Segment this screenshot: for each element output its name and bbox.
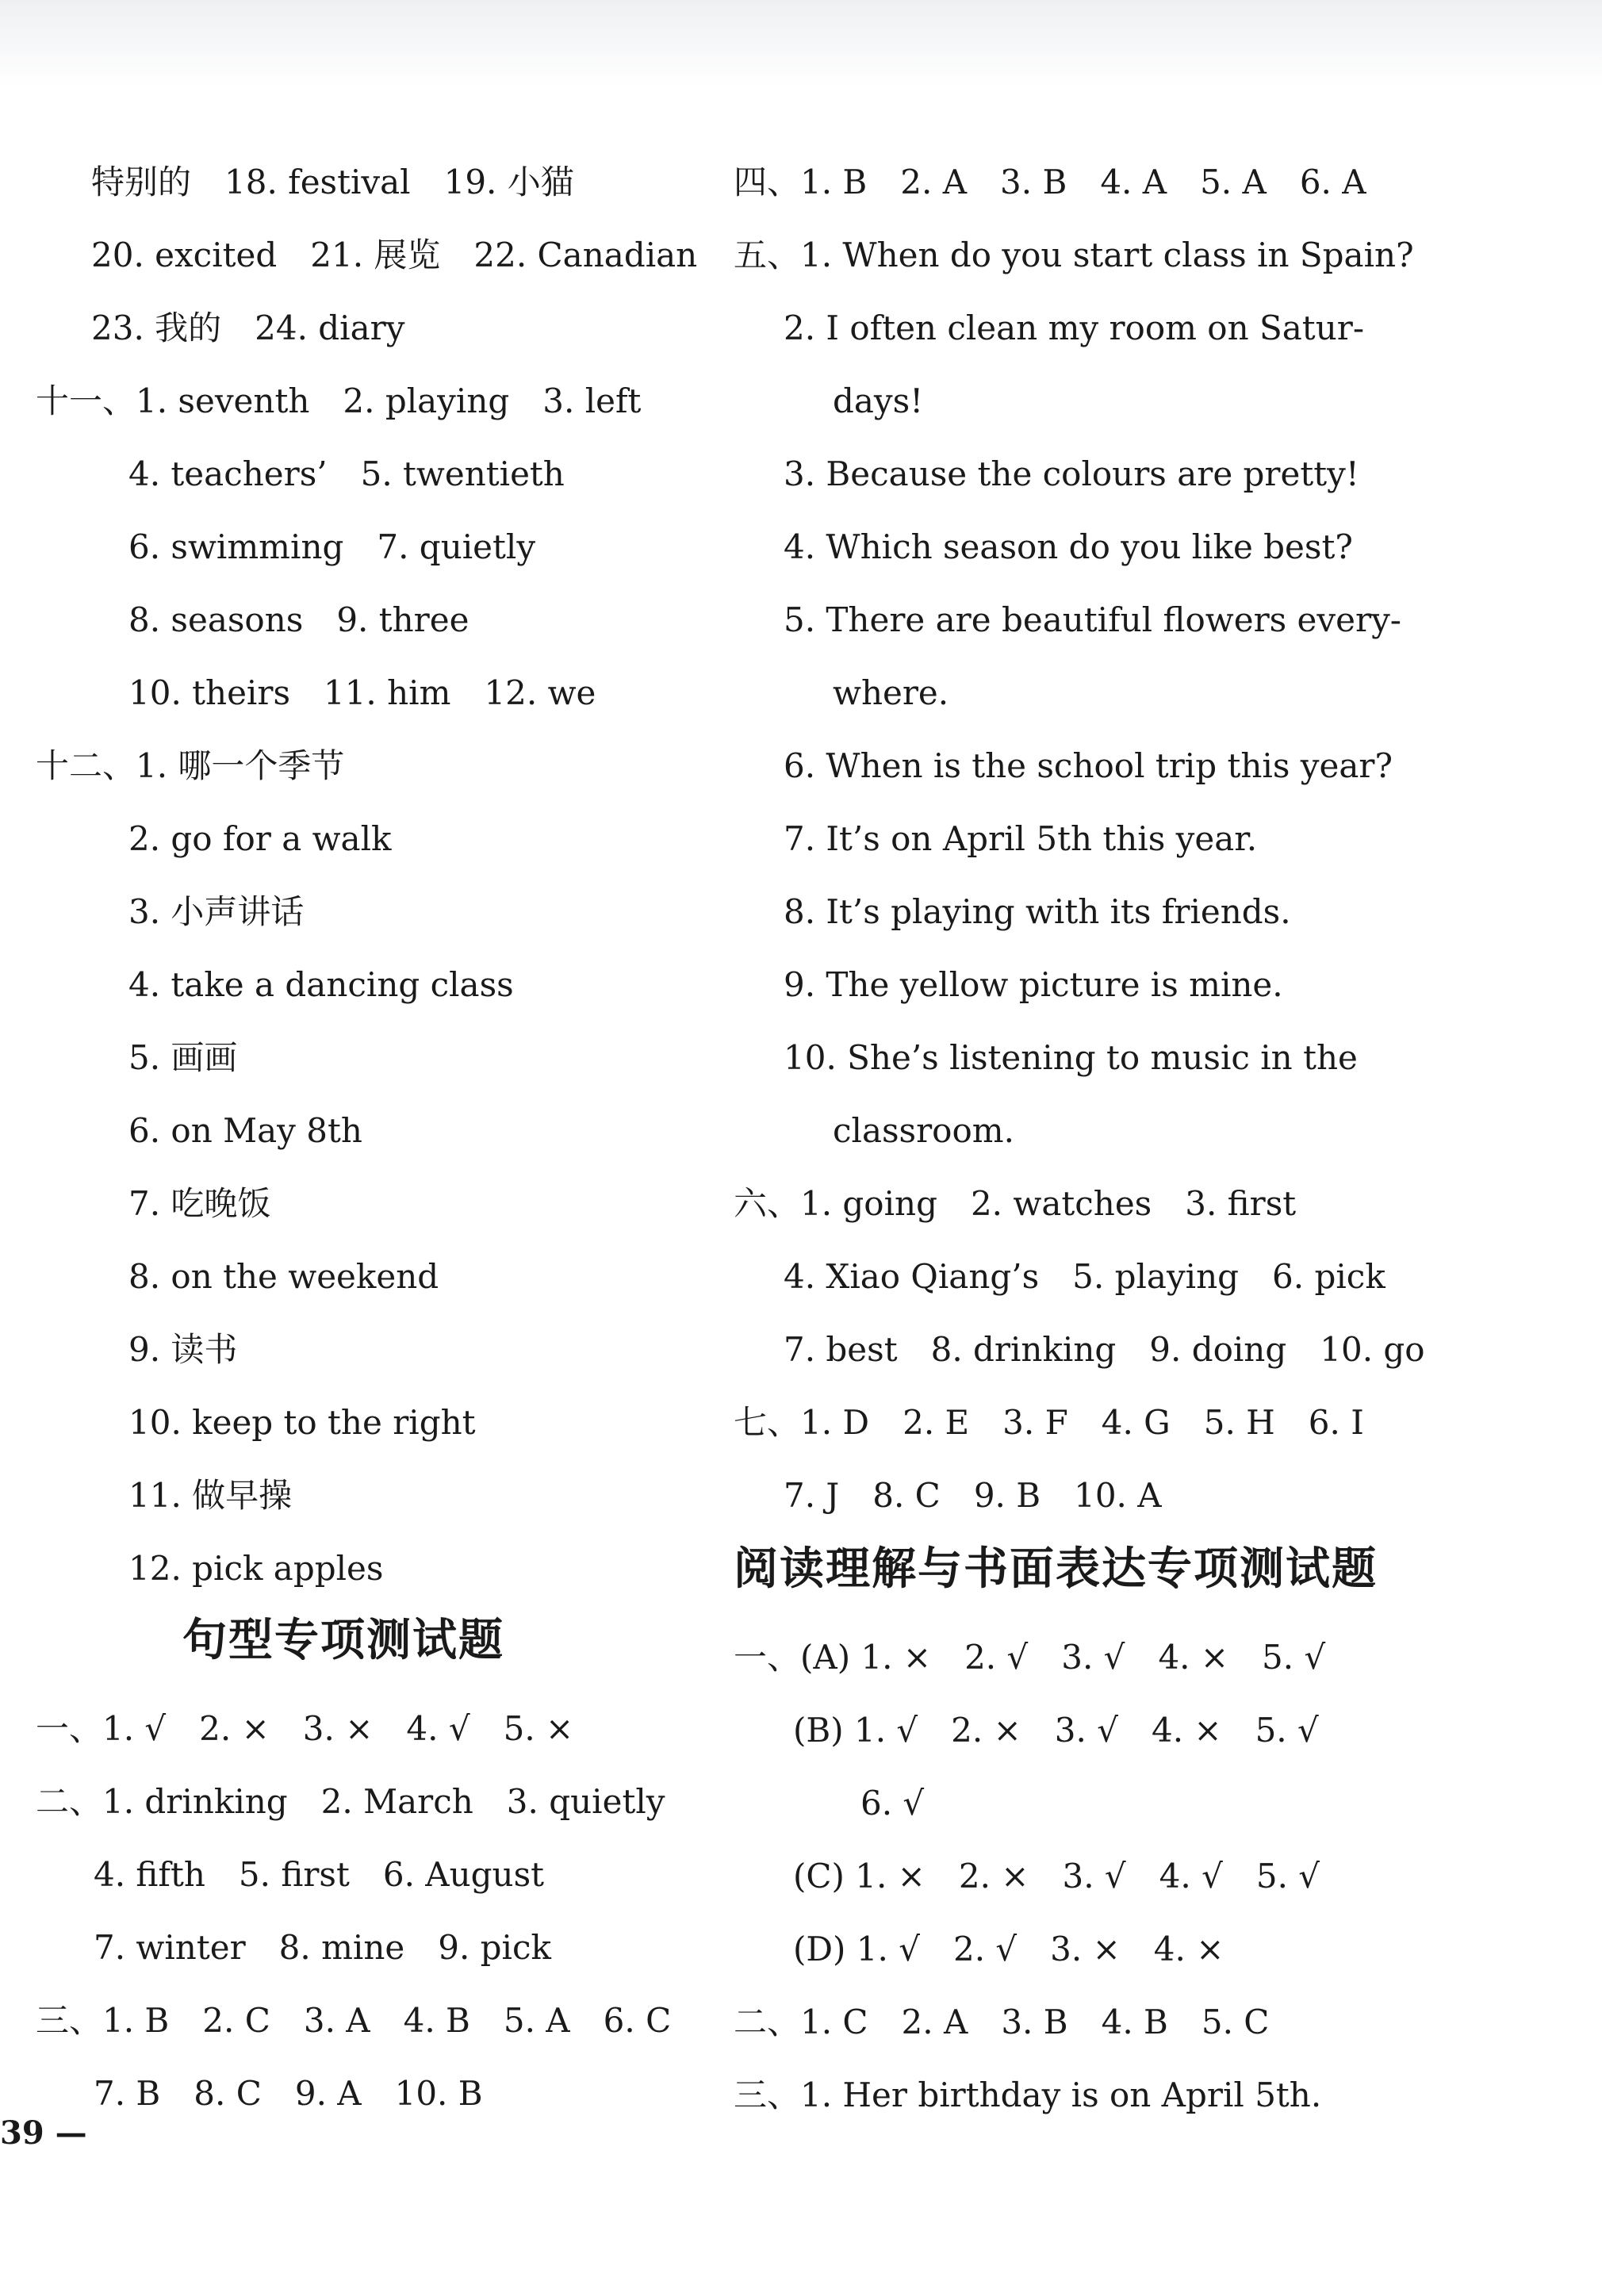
scan-top-band — [0, 0, 1602, 87]
text-line: (C) 1. × 2. × 3. √ 4. √ 5. √ — [793, 1857, 1320, 1895]
section-line: 二、1. C 2. A 3. B 4. B 5. C — [734, 2003, 1270, 2041]
text-line: 5. There are beautiful flowers every- — [784, 600, 1401, 639]
section-line: 十一、1. seventh 2. playing 3. left — [36, 381, 642, 420]
text-line: 5. 画画 — [128, 1038, 238, 1077]
text-line: 4. Xiao Qiang’s 5. playing 6. pick — [784, 1257, 1385, 1296]
section-line: 六、1. going 2. watches 3. first — [734, 1184, 1297, 1223]
section-line: 二、1. drinking 2. March 3. quietly — [36, 1782, 665, 1821]
text-line: 10. theirs 11. him 12. we — [128, 673, 596, 712]
page-number: 39 — — [0, 2114, 87, 2152]
text-line: 23. 我的 24. diary — [91, 309, 405, 347]
text-line: 4. fifth 5. first 6. August — [94, 1855, 545, 1894]
text-line: 6. on May 8th — [128, 1111, 362, 1150]
section-line: 三、1. B 2. C 3. A 4. B 5. A 6. C — [36, 2001, 672, 2040]
text-line: 7. best 8. drinking 9. doing 10. go — [784, 1330, 1425, 1369]
text-line: 2. I often clean my room on Satur- — [784, 309, 1365, 347]
text-line: 7. B 8. C 9. A 10. B — [94, 2074, 483, 2113]
text-line: where. — [833, 673, 949, 712]
text-line: 6. √ — [860, 1784, 925, 1823]
section-line: 四、1. B 2. A 3. B 4. A 5. A 6. A — [734, 163, 1366, 201]
text-line: 4. teachers’ 5. twentieth — [128, 454, 565, 493]
section-line: 五、1. When do you start class in Spain? — [734, 236, 1414, 274]
text-line: 10. keep to the right — [128, 1403, 476, 1442]
text-line: 9. The yellow picture is mine. — [784, 965, 1283, 1004]
text-line: 6. swimming 7. quietly — [128, 527, 536, 566]
section-line: 十二、1. 哪一个季节 — [36, 746, 345, 785]
text-line: 9. 读书 — [128, 1330, 238, 1369]
section-line: 七、1. D 2. E 3. F 4. G 5. H 6. I — [734, 1403, 1364, 1442]
text-line: 8. seasons 9. three — [128, 600, 469, 639]
section-line: 一、1. √ 2. × 3. × 4. √ 5. × — [36, 1709, 574, 1748]
text-line: days! — [833, 381, 924, 420]
text-line: 7. It’s on April 5th this year. — [784, 819, 1258, 858]
section-line: 三、1. Her birthday is on April 5th. — [734, 2076, 1322, 2114]
text-line: 20. excited 21. 展览 22. Canadian — [91, 236, 698, 274]
text-line: 特别的 18. festival 19. 小猫 — [91, 163, 574, 201]
text-line: 7. 吃晚饭 — [128, 1184, 271, 1223]
section-heading: 句型专项测试题 — [182, 1615, 504, 1666]
text-line: 4. Which season do you like best? — [784, 527, 1353, 566]
text-line: 11. 做早操 — [128, 1476, 293, 1515]
text-line: 8. on the weekend — [128, 1257, 439, 1296]
text-line: 8. It’s playing with its friends. — [784, 892, 1291, 931]
text-line: 6. When is the school trip this year? — [784, 746, 1393, 785]
text-line: 7. J 8. C 9. B 10. A — [784, 1476, 1162, 1515]
section-heading: 阅读理解与书面表达专项测试题 — [734, 1543, 1378, 1595]
text-line: (B) 1. √ 2. × 3. √ 4. × 5. √ — [793, 1711, 1319, 1750]
text-line: 12. pick apples — [128, 1549, 384, 1588]
text-line: 2. go for a walk — [128, 819, 392, 858]
section-line: 一、(A) 1. × 2. √ 3. √ 4. × 5. √ — [734, 1638, 1326, 1677]
text-line: 10. She’s listening to music in the — [784, 1038, 1358, 1077]
text-line: 7. winter 8. mine 9. pick — [94, 1928, 551, 1967]
text-line: (D) 1. √ 2. √ 3. × 4. × — [793, 1930, 1224, 1968]
text-line: 4. take a dancing class — [128, 965, 514, 1004]
text-line: 3. Because the colours are pretty! — [784, 454, 1359, 493]
text-line: classroom. — [833, 1111, 1014, 1150]
text-line: 3. 小声讲话 — [128, 892, 305, 931]
